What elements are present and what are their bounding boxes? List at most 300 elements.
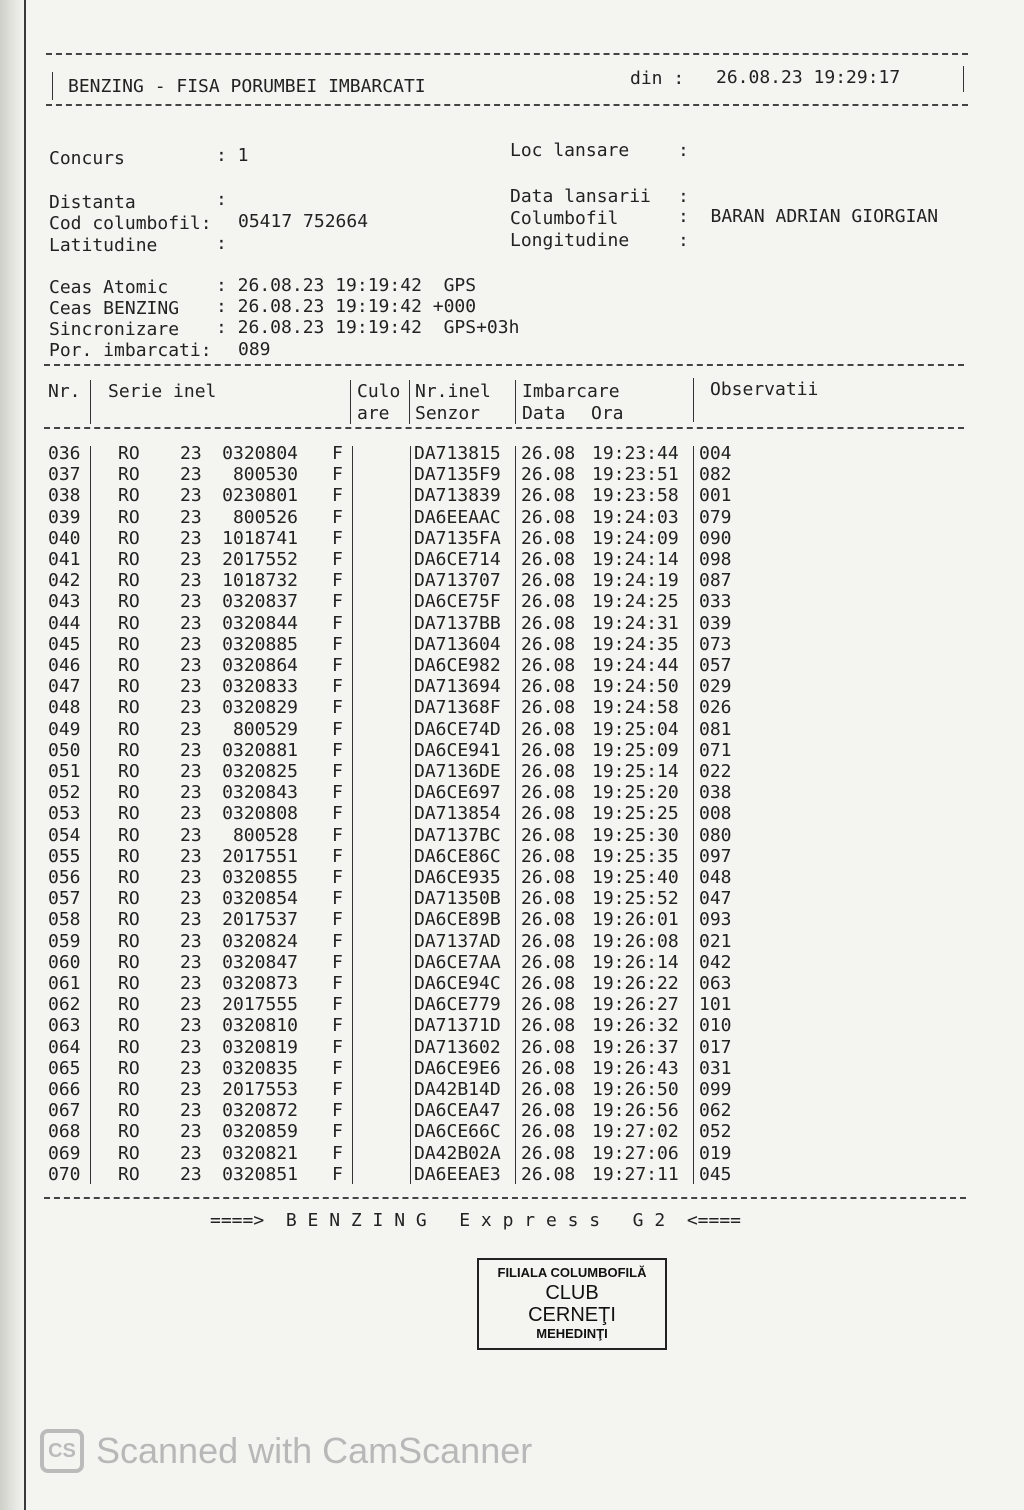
- cell-ora: 19:25:40: [592, 867, 679, 888]
- cell-senzor: DA6CE66C: [414, 1121, 501, 1143]
- cell-data: 26.08: [521, 655, 576, 676]
- camscanner-text: Scanned with CamScanner: [96, 1430, 533, 1471]
- cell-senzor: DA713854: [414, 803, 501, 825]
- cell-an: 23: [180, 930, 202, 952]
- cell-an: 23: [180, 655, 202, 676]
- col-sep: [90, 380, 91, 424]
- cell-nr: 066: [48, 1079, 81, 1100]
- loc-lansare-value: :: [678, 140, 689, 161]
- cell-data: 26.08: [521, 1015, 576, 1037]
- cell-tara: RO: [118, 1079, 140, 1100]
- cell-senzor: DA6CE75F: [414, 591, 501, 613]
- table-row: [44, 1079, 744, 1100]
- cell-sex: F: [332, 845, 343, 867]
- cell-obs: 093: [699, 909, 732, 931]
- cell-inel: 1018732: [222, 570, 298, 592]
- table-header-top-rule: [44, 364, 964, 366]
- loc-lansare-label: Loc lansare: [510, 140, 630, 161]
- cell-tara: RO: [118, 612, 140, 634]
- ceas-atomic-value: : 26.08.23 19:19:42 GPS: [216, 275, 477, 296]
- cell-an: 23: [180, 739, 202, 761]
- latitudine-label: Latitudine: [49, 235, 158, 256]
- cell-obs: 052: [699, 1121, 732, 1143]
- cell-inel: 2017555: [222, 994, 298, 1016]
- cell-nr: 067: [48, 1100, 81, 1122]
- cell-an: 23: [180, 443, 202, 464]
- cell-nr: 055: [48, 845, 81, 867]
- cell-an: 23: [180, 527, 202, 549]
- cell-data: 26.08: [521, 443, 576, 464]
- cell-obs: 079: [699, 506, 732, 528]
- cod-columbofil-value: 05417 752664: [238, 211, 369, 232]
- cell-an: 23: [180, 1100, 202, 1122]
- cell-data: 26.08: [521, 549, 576, 570]
- cell-an: 23: [180, 1036, 202, 1058]
- table-row: [44, 443, 744, 464]
- cell-obs: 042: [699, 951, 732, 973]
- cell-senzor: DA713694: [414, 676, 501, 698]
- cell-senzor: DA7137AD: [414, 930, 501, 952]
- cell-nr: 053: [48, 803, 81, 825]
- cell-inel: 2017552: [222, 549, 298, 570]
- cell-tara: RO: [118, 591, 140, 613]
- cell-obs: 062: [699, 1100, 732, 1122]
- table-row: [44, 655, 744, 676]
- cell-tara: RO: [118, 506, 140, 528]
- table-row: [44, 740, 744, 761]
- longitudine-value: :: [678, 230, 689, 251]
- cell-senzor: DA6CE982: [414, 655, 501, 676]
- cell-sex: F: [332, 1121, 343, 1143]
- cell-nr: 064: [48, 1036, 81, 1058]
- cell-nr: 058: [48, 909, 81, 931]
- cell-ora: 19:25:20: [592, 782, 679, 804]
- cell-senzor: DA6CE89B: [414, 909, 501, 931]
- page-edge-shadow: [0, 0, 26, 1510]
- cell-inel: 0230801: [222, 485, 298, 507]
- ceas-benzing-value: : 26.08.23 19:19:42 +000: [216, 296, 477, 317]
- cell-sex: F: [332, 443, 343, 464]
- cell-obs: 063: [699, 973, 732, 994]
- cell-senzor: DA713815: [414, 443, 501, 464]
- cell-tara: RO: [118, 761, 140, 782]
- table-header-bottom-rule: [44, 427, 964, 429]
- body-col-sep: [693, 446, 694, 1184]
- col-serie-inel: Serie inel: [108, 381, 217, 402]
- cell-tara: RO: [118, 803, 140, 825]
- body-col-sep: [90, 446, 91, 1184]
- cell-ora: 19:26:22: [592, 973, 679, 994]
- cell-data: 26.08: [521, 951, 576, 973]
- cell-data: 26.08: [521, 1142, 576, 1164]
- table-row: [44, 1164, 744, 1185]
- cell-obs: 048: [699, 867, 732, 888]
- print-date-label: din :: [630, 68, 685, 89]
- cell-ora: 19:25:14: [592, 761, 679, 782]
- cell-ora: 19:26:56: [592, 1100, 679, 1122]
- cell-obs: 019: [699, 1142, 732, 1164]
- distanta-label: Distanta: [49, 192, 136, 213]
- cell-tara: RO: [118, 1036, 140, 1058]
- cell-data: 26.08: [521, 1079, 576, 1100]
- cell-data: 26.08: [521, 1057, 576, 1079]
- cell-sex: F: [332, 1142, 343, 1164]
- cell-ora: 19:27:11: [592, 1163, 679, 1185]
- cell-sex: F: [332, 1057, 343, 1079]
- cell-senzor: DA6CE941: [414, 739, 501, 761]
- cell-tara: RO: [118, 718, 140, 740]
- cell-tara: RO: [118, 824, 140, 846]
- cell-senzor: DA6CE86C: [414, 845, 501, 867]
- cell-tara: RO: [118, 570, 140, 592]
- latitudine-value: :: [216, 233, 227, 254]
- columbofil-value: : BARAN ADRIAN GIORGIAN: [678, 206, 939, 227]
- cell-senzor: DA71368F: [414, 697, 501, 719]
- body-col-sep: [515, 446, 516, 1184]
- col-sep: [350, 380, 351, 424]
- data-lansarii-value: :: [678, 186, 689, 207]
- table-row: [44, 485, 744, 506]
- cell-obs: 073: [699, 633, 732, 655]
- cell-senzor: DA6CE74D: [414, 718, 501, 740]
- cell-obs: 033: [699, 591, 732, 613]
- cell-sex: F: [332, 951, 343, 973]
- cell-obs: 045: [699, 1163, 732, 1185]
- cell-ora: 19:25:04: [592, 718, 679, 740]
- table-row: [44, 761, 744, 782]
- cell-data: 26.08: [521, 718, 576, 740]
- cell-sex: F: [332, 1100, 343, 1122]
- header-bottom-rule: [46, 104, 968, 106]
- cell-obs: 047: [699, 888, 732, 910]
- cell-obs: 098: [699, 549, 732, 570]
- cell-nr: 070: [48, 1163, 81, 1185]
- cell-nr: 069: [48, 1142, 81, 1164]
- cell-sex: F: [332, 930, 343, 952]
- header-right-bar: [963, 66, 964, 92]
- table-row: [44, 846, 744, 867]
- cell-inel: 0320881: [222, 739, 298, 761]
- cell-inel: 0320859: [222, 1121, 298, 1143]
- cell-an: 23: [180, 824, 202, 846]
- cell-nr: 057: [48, 888, 81, 910]
- cell-tara: RO: [118, 930, 140, 952]
- cell-inel: 0320835: [222, 1057, 298, 1079]
- table-row: [44, 803, 744, 824]
- cell-inel: 800528: [232, 824, 298, 846]
- sincronizare-label: Sincronizare: [49, 319, 180, 340]
- cell-senzor: DA6CE9E6: [414, 1057, 501, 1079]
- cell-obs: 097: [699, 845, 732, 867]
- cell-data: 26.08: [521, 485, 576, 507]
- cell-data: 26.08: [521, 973, 576, 994]
- cell-nr: 049: [48, 718, 81, 740]
- page-edge-line: [24, 0, 26, 1510]
- body-col-sep: [352, 446, 353, 1184]
- cell-obs: 004: [699, 443, 732, 464]
- cell-ora: 19:27:02: [592, 1121, 679, 1143]
- cell-tara: RO: [118, 527, 140, 549]
- col-culoare-1: Culo: [357, 381, 401, 402]
- cell-nr: 065: [48, 1057, 81, 1079]
- cell-ora: 19:23:58: [592, 485, 679, 507]
- cell-senzor: DA713604: [414, 633, 501, 655]
- cell-an: 23: [180, 782, 202, 804]
- table-row: [44, 613, 744, 634]
- cell-tara: RO: [118, 1142, 140, 1164]
- table-row: [44, 719, 744, 740]
- cell-inel: 0320872: [222, 1100, 298, 1122]
- cell-nr: 041: [48, 549, 81, 570]
- cell-tara: RO: [118, 951, 140, 973]
- col-sep: [409, 380, 410, 424]
- cell-inel: 2017537: [222, 909, 298, 931]
- cell-obs: 038: [699, 782, 732, 804]
- cell-an: 23: [180, 1057, 202, 1079]
- cell-inel: 0320854: [222, 888, 298, 910]
- table-row: [44, 570, 744, 591]
- camscanner-watermark: [40, 1426, 532, 1476]
- cell-an: 23: [180, 464, 202, 486]
- table-row: [44, 931, 744, 952]
- concurs-label: Concurs: [49, 148, 125, 169]
- cell-nr: 063: [48, 1015, 81, 1037]
- cell-senzor: DA7135FA: [414, 527, 501, 549]
- cell-ora: 19:24:14: [592, 549, 679, 570]
- cell-obs: 090: [699, 527, 732, 549]
- cell-tara: RO: [118, 633, 140, 655]
- cell-nr: 036: [48, 443, 81, 464]
- cell-inel: 0320837: [222, 591, 298, 613]
- cell-tara: RO: [118, 867, 140, 888]
- longitudine-label: Longitudine: [510, 230, 630, 251]
- cell-data: 26.08: [521, 994, 576, 1016]
- cell-data: 26.08: [521, 1036, 576, 1058]
- cell-nr: 054: [48, 824, 81, 846]
- cell-ora: 19:24:35: [592, 633, 679, 655]
- cell-senzor: DA6CE697: [414, 782, 501, 804]
- cell-inel: 2017553: [222, 1079, 298, 1100]
- cell-obs: 017: [699, 1036, 732, 1058]
- cell-sex: F: [332, 676, 343, 698]
- cell-ora: 19:25:30: [592, 824, 679, 846]
- cell-ora: 19:25:25: [592, 803, 679, 825]
- body-col-sep: [410, 446, 411, 1184]
- cell-senzor: DA713707: [414, 570, 501, 592]
- cell-obs: 071: [699, 739, 732, 761]
- concurs-value: : 1: [216, 145, 249, 166]
- table-row: [44, 888, 744, 909]
- cell-senzor: DA6CE7AA: [414, 951, 501, 973]
- cell-inel: 1018741: [222, 527, 298, 549]
- cell-data: 26.08: [521, 612, 576, 634]
- cell-nr: 059: [48, 930, 81, 952]
- table-row: [44, 994, 744, 1015]
- table-row: [44, 825, 744, 846]
- cell-sex: F: [332, 1163, 343, 1185]
- cell-ora: 19:26:32: [592, 1015, 679, 1037]
- cell-data: 26.08: [521, 1163, 576, 1185]
- stamp-line-4: MEHEDINŢI: [536, 1326, 608, 1341]
- cell-an: 23: [180, 1163, 202, 1185]
- cell-data: 26.08: [521, 697, 576, 719]
- cell-tara: RO: [118, 549, 140, 570]
- table-row: [44, 1015, 744, 1036]
- cell-data: 26.08: [521, 1100, 576, 1122]
- cell-obs: 008: [699, 803, 732, 825]
- table-row: [44, 1121, 744, 1142]
- cell-tara: RO: [118, 1057, 140, 1079]
- cell-obs: 029: [699, 676, 732, 698]
- col-data: Data: [522, 403, 566, 424]
- ceas-atomic-label: Ceas Atomic: [49, 277, 169, 298]
- cell-an: 23: [180, 973, 202, 994]
- cell-obs: 031: [699, 1057, 732, 1079]
- cell-obs: 082: [699, 464, 732, 486]
- cell-senzor: DA6CE94C: [414, 973, 501, 994]
- table-row: [44, 591, 744, 612]
- print-date-value: 26.08.23 19:29:17: [716, 67, 901, 88]
- cell-senzor: DA42B02A: [414, 1142, 501, 1164]
- cell-an: 23: [180, 1015, 202, 1037]
- columbofil-label: Columbofil: [510, 208, 619, 229]
- cell-ora: 19:24:44: [592, 655, 679, 676]
- cell-an: 23: [180, 549, 202, 570]
- cell-sex: F: [332, 485, 343, 507]
- cod-columbofil-label: Cod columbofil:: [49, 213, 212, 234]
- cell-data: 26.08: [521, 676, 576, 698]
- cell-inel: 0320821: [222, 1142, 298, 1164]
- distanta-value: :: [216, 189, 227, 210]
- cell-nr: 045: [48, 633, 81, 655]
- cell-data: 26.08: [521, 527, 576, 549]
- cell-ora: 19:26:01: [592, 909, 679, 931]
- cell-inel: 0320864: [222, 655, 298, 676]
- cell-an: 23: [180, 485, 202, 507]
- cell-an: 23: [180, 951, 202, 973]
- table-row: [44, 549, 744, 570]
- cell-an: 23: [180, 867, 202, 888]
- col-ora: Ora: [591, 403, 624, 424]
- cell-ora: 19:24:19: [592, 570, 679, 592]
- cell-sex: F: [332, 464, 343, 486]
- cell-data: 26.08: [521, 591, 576, 613]
- cell-ora: 19:26:37: [592, 1036, 679, 1058]
- col-sep: [515, 380, 516, 424]
- cell-senzor: DA7137BB: [414, 612, 501, 634]
- cell-inel: 0320808: [222, 803, 298, 825]
- cell-inel: 0320843: [222, 782, 298, 804]
- stamp-line-2: CLUB: [545, 1282, 599, 1304]
- cell-sex: F: [332, 591, 343, 613]
- cell-tara: RO: [118, 1100, 140, 1122]
- cell-obs: 101: [699, 994, 732, 1016]
- cell-senzor: DA6CE714: [414, 549, 501, 570]
- cell-an: 23: [180, 1079, 202, 1100]
- cell-senzor: DA71350B: [414, 888, 501, 910]
- cell-tara: RO: [118, 845, 140, 867]
- cell-obs: 087: [699, 570, 732, 592]
- cell-obs: 001: [699, 485, 732, 507]
- cell-an: 23: [180, 718, 202, 740]
- cell-ora: 19:25:35: [592, 845, 679, 867]
- cell-obs: 010: [699, 1015, 732, 1037]
- cell-ora: 19:24:58: [592, 697, 679, 719]
- header-top-rule: [46, 53, 968, 55]
- cell-nr: 039: [48, 506, 81, 528]
- cell-an: 23: [180, 612, 202, 634]
- cell-sex: F: [332, 867, 343, 888]
- cell-obs: 057: [699, 655, 732, 676]
- footer-banner: ====> B E N Z I N G E x p r e s s G 2 <====: [210, 1210, 742, 1231]
- cell-ora: 19:26:27: [592, 994, 679, 1016]
- table-row: [44, 1058, 744, 1079]
- col-observatii: Observatii: [710, 379, 819, 400]
- col-nr: Nr.: [48, 381, 81, 402]
- cell-inel: 0320824: [222, 930, 298, 952]
- cell-inel: 0320833: [222, 676, 298, 698]
- table-row: [44, 782, 744, 803]
- cell-tara: RO: [118, 1163, 140, 1185]
- cell-inel: 0320810: [222, 1015, 298, 1037]
- cell-ora: 19:25:52: [592, 888, 679, 910]
- cell-inel: 800530: [232, 464, 298, 486]
- cell-nr: 037: [48, 464, 81, 486]
- data-lansarii-label: Data lansarii: [510, 186, 651, 207]
- table-row: [44, 634, 744, 655]
- table-row: [44, 507, 744, 528]
- cell-ora: 19:24:09: [592, 527, 679, 549]
- cell-an: 23: [180, 591, 202, 613]
- cell-obs: 021: [699, 930, 732, 952]
- cell-ora: 19:24:25: [592, 591, 679, 613]
- cell-an: 23: [180, 676, 202, 698]
- cell-nr: 068: [48, 1121, 81, 1143]
- cell-ora: 19:23:44: [592, 443, 679, 464]
- cell-an: 23: [180, 909, 202, 931]
- por-imbarcati-label: Por. imbarcati:: [49, 340, 212, 361]
- cell-nr: 038: [48, 485, 81, 507]
- cell-inel: 0320851: [222, 1163, 298, 1185]
- club-stamp: [477, 1258, 667, 1350]
- cell-data: 26.08: [521, 570, 576, 592]
- cell-tara: RO: [118, 655, 140, 676]
- cell-data: 26.08: [521, 1121, 576, 1143]
- cell-ora: 19:25:09: [592, 739, 679, 761]
- cell-ora: 19:24:50: [592, 676, 679, 698]
- cell-an: 23: [180, 570, 202, 592]
- cell-sex: F: [332, 888, 343, 910]
- cell-data: 26.08: [521, 930, 576, 952]
- table-bottom-rule: [44, 1197, 966, 1199]
- cell-data: 26.08: [521, 782, 576, 804]
- table-row: [44, 952, 744, 973]
- cell-sex: F: [332, 994, 343, 1016]
- col-nr-inel: Nr.inel: [415, 381, 491, 402]
- cell-ora: 19:24:31: [592, 612, 679, 634]
- cell-an: 23: [180, 994, 202, 1016]
- cell-senzor: DA6EEAE3: [414, 1163, 501, 1185]
- cell-senzor: DA713839: [414, 485, 501, 507]
- cell-inel: 800526: [232, 506, 298, 528]
- cell-tara: RO: [118, 994, 140, 1016]
- cell-obs: 026: [699, 697, 732, 719]
- cell-data: 26.08: [521, 506, 576, 528]
- cell-data: 26.08: [521, 633, 576, 655]
- cell-tara: RO: [118, 739, 140, 761]
- cell-sex: F: [332, 655, 343, 676]
- cell-data: 26.08: [521, 888, 576, 910]
